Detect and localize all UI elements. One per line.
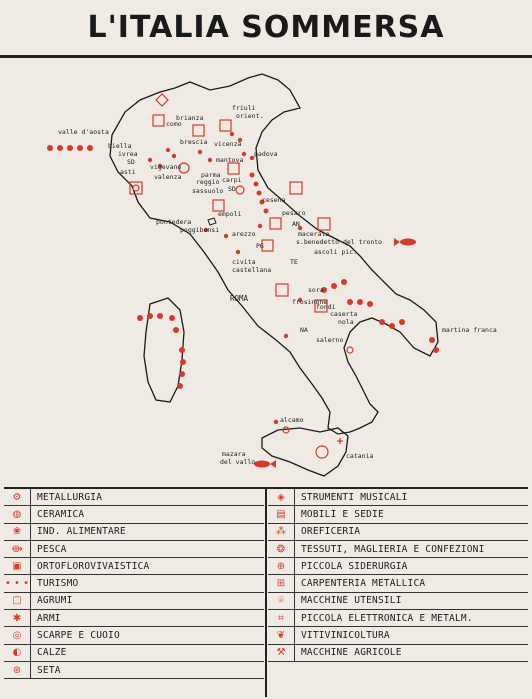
fish-icon [254, 460, 276, 468]
food-industry-icon: ❀ [12, 526, 22, 538]
goldsmith-icon: ⁂ [276, 526, 286, 538]
wine-icon: ❦ [276, 630, 286, 642]
legend-row [4, 662, 264, 679]
legend-row [268, 489, 528, 506]
legend-label: MACCHINE UTENSILI [301, 595, 402, 607]
legend-row [268, 593, 528, 610]
agri-machines-icon: ⚒ [276, 647, 286, 659]
map-title: L'ITALIA SOMMERSA [87, 10, 445, 45]
legend-row [268, 524, 528, 541]
legend-label: SETA [37, 664, 61, 676]
musical-instruments-icon: ◈ [277, 491, 285, 503]
elba-outline [208, 218, 216, 225]
electronics-icon: ⌗ [278, 612, 284, 624]
legend-label: PICCOLA SIDERURGIA [301, 560, 408, 572]
legend-row [4, 610, 264, 627]
place-label: reggio [196, 178, 220, 186]
legend-label: PESCA [37, 543, 67, 555]
place-label: pontedera [156, 218, 192, 226]
place-label: caserta [330, 310, 358, 318]
legend-row [268, 627, 528, 644]
legend-label: IND. ALIMENTARE [37, 526, 126, 538]
place-label: parma [201, 171, 221, 179]
place-label: martina franca [442, 326, 497, 334]
place-label: fondi [316, 303, 336, 311]
place-label: SD [228, 185, 236, 193]
place-label: catania [346, 452, 374, 460]
place-label: PG [256, 242, 264, 250]
stockings-icon: ◐ [12, 647, 22, 659]
legend [4, 487, 528, 695]
place-label: mazara [222, 450, 246, 458]
place-label: brescia [180, 138, 208, 146]
place-label: NA [300, 326, 308, 334]
legend-row [268, 610, 528, 627]
place-label: poggibonsi [180, 226, 220, 234]
place-label: AN [292, 220, 300, 228]
weapons-icon: ✱ [12, 612, 22, 624]
place-label: friuli [232, 104, 256, 112]
place-label: salerno [316, 336, 344, 344]
place-label: carpi [222, 176, 242, 184]
place-label: mantova [216, 156, 244, 164]
legend-label: METALLURGIA [37, 491, 103, 503]
industry-symbols [130, 94, 353, 458]
place-label: ivrea [118, 150, 138, 158]
legend-label: VITIVINICOLTURA [301, 630, 390, 642]
legend-label: ORTOFLOROVIVAISTICA [37, 560, 150, 572]
place-label: castellana [232, 266, 272, 274]
legend-label: STRUMENTI MUSICALI [301, 491, 408, 503]
place-label: sora [308, 286, 324, 294]
horticulture-icon: ▣ [12, 560, 22, 572]
legend-label: TESSUTI, MAGLIERIA E CONFEZIONI [301, 543, 485, 555]
place-label: TE [290, 258, 298, 266]
small-steel-icon: ⊕ [276, 560, 286, 572]
citrus-icon: ▢ [12, 595, 22, 607]
place-label: cesena [262, 196, 286, 204]
legend-label: AGRUMI [37, 595, 73, 607]
legend-row [268, 541, 528, 558]
legend-row [268, 558, 528, 575]
legend-row [4, 541, 264, 558]
legend-row [268, 506, 528, 523]
legend-label: MOBILI E SEDIE [301, 508, 384, 520]
place-label: SD [127, 158, 135, 166]
tourism-icon: • • • [4, 578, 30, 590]
sicily-outline [262, 428, 348, 476]
shoes-leather-icon: ◎ [12, 630, 22, 642]
metallurgy-icon: ⚙ [12, 491, 22, 503]
legend-label: TURISMO [37, 578, 79, 590]
legend-row [4, 627, 264, 644]
place-label: como [166, 120, 182, 128]
ceramics-icon: ◍ [12, 508, 22, 520]
legend-label: PICCOLA ELETTRONICA E METALM. [301, 612, 473, 624]
legend-label: CARPENTERIA METALLICA [301, 578, 426, 590]
furniture-icon: ▤ [276, 508, 286, 520]
place-label: macerata [298, 230, 330, 238]
place-label: arezzo [232, 230, 256, 238]
italy-map [0, 60, 532, 490]
legend-row [4, 645, 264, 662]
legend-right-column [268, 489, 528, 662]
mainland-outline [110, 74, 438, 434]
place-label: valle d'aosta [58, 128, 109, 136]
legend-label: CERAMICA [37, 508, 85, 520]
place-label: biella [108, 142, 132, 150]
place-label: nola [338, 318, 354, 326]
legend-divider [265, 489, 267, 697]
italy-map-svg [0, 60, 532, 490]
legend-row [4, 575, 264, 592]
silk-icon: ⊛ [12, 664, 22, 676]
place-label: sassuolo [192, 187, 224, 195]
legend-label: ARMI [37, 612, 61, 624]
legend-row [268, 575, 528, 592]
place-label: orient. [236, 112, 264, 120]
place-label: s.benedetto del tronto [296, 238, 383, 246]
metal-carpentry-icon: ⊞ [276, 578, 286, 590]
fish-icon: ⟴ [11, 543, 23, 555]
place-label: pesaro [282, 209, 306, 217]
place-label: vicenza [214, 140, 242, 148]
textiles-icon: ❂ [276, 543, 286, 555]
place-label: valenza [154, 173, 182, 181]
place-label: empoli [218, 210, 242, 218]
legend-label: MACCHINE AGRICOLE [301, 647, 402, 659]
place-label: frosinone [292, 298, 328, 306]
legend-row [4, 593, 264, 610]
legend-row [4, 558, 264, 575]
place-label: alcamo [280, 416, 304, 424]
legend-row [4, 489, 264, 506]
legend-label: SCARPE E CUOIO [37, 630, 120, 642]
title-bar [0, 0, 532, 58]
place-label: padova [254, 150, 278, 158]
legend-row [268, 645, 528, 662]
legend-row [4, 524, 264, 541]
place-label: ascoli pic. [314, 248, 358, 256]
legend-row [4, 506, 264, 523]
place-label: brianza [176, 114, 204, 122]
place-label: civita [232, 258, 256, 266]
place-label: vigevano [150, 163, 182, 171]
machine-tools-icon: ⌾ [278, 595, 284, 607]
legend-left-column [4, 489, 264, 679]
place-label: ROMA [230, 294, 249, 303]
fish-icon [394, 238, 416, 246]
place-label: del vallo [220, 458, 256, 466]
place-label: asti [120, 168, 136, 176]
legend-label: CALZE [37, 647, 67, 659]
legend-label: OREFICERIA [301, 526, 361, 538]
